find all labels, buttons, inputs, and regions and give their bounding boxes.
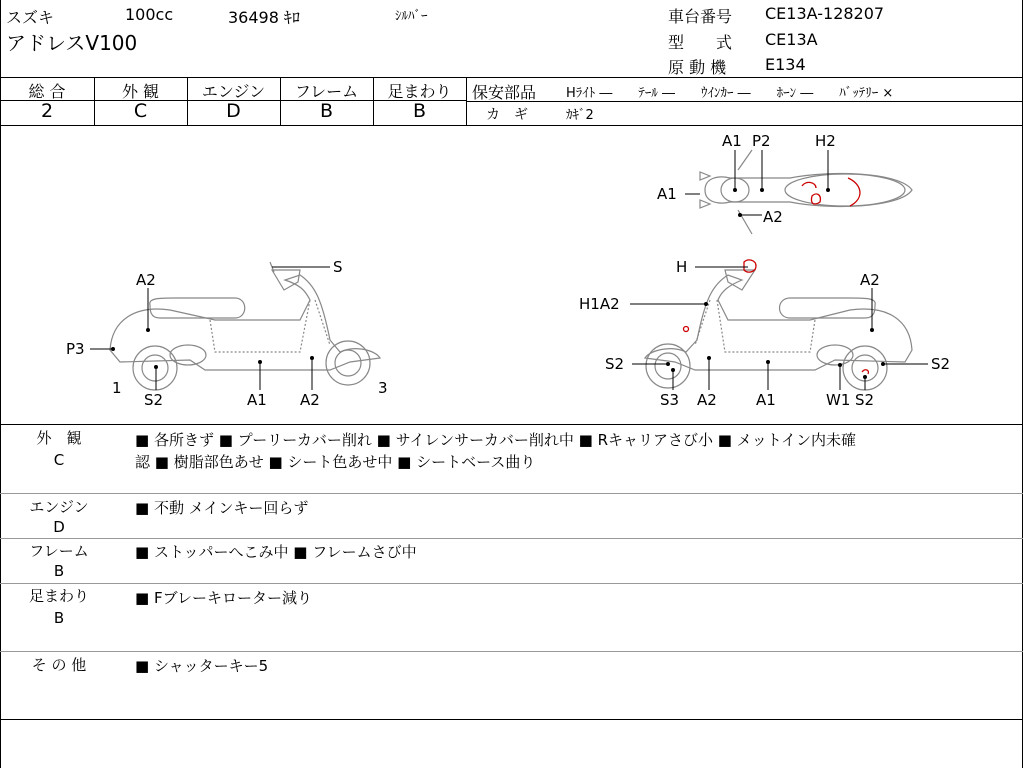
divider-header	[0, 77, 1023, 78]
label-h1a2: H1A2	[579, 295, 620, 313]
label-a1-left: A1	[657, 185, 677, 203]
grade-suspension-label: 足まわり	[387, 82, 452, 101]
top-view-damage-marks	[802, 178, 860, 206]
section-exterior-line2: 認 ■ 樹脂部色あせ ■ シート色あせ中 ■ シートベース曲り	[135, 453, 536, 471]
section-exterior-line1: ■ 各所きず ■ プーリーカバー削れ ■ サイレンサーカバー削れ中 ■ Rキャリアさび小 ■ メットイン内未確	[135, 431, 856, 449]
label-a1: A1	[756, 391, 776, 409]
grade-exterior-value: C	[133, 100, 148, 122]
label-s2-bottom: S2	[855, 391, 875, 409]
divider-engine	[0, 538, 1023, 539]
safety-title: 保安部品	[472, 83, 537, 102]
frame-no: CE13A-128207	[765, 4, 885, 23]
divider-other	[0, 719, 1023, 720]
maker: スズキ	[6, 8, 55, 27]
key-label: カ ギ	[486, 107, 528, 123]
section-other-title: そ の 他	[31, 656, 87, 674]
frame-no-label: 車台番号	[668, 7, 733, 26]
section-suspension-title: 足まわり	[28, 587, 89, 605]
damage-diagram	[0, 126, 1022, 424]
label-a2: A2	[763, 208, 783, 226]
section-frame-grade: B	[53, 562, 65, 580]
label-s: S	[333, 258, 343, 276]
label-1: 1	[112, 379, 122, 397]
safety-items: Hﾗｲﾄ ― ﾃｰﾙ ― ｳｲﾝｶｰ ― ﾎｰﾝ ― ﾊﾞｯﾃﾘｰ ×	[566, 86, 894, 101]
label-p3: P3	[66, 340, 85, 358]
section-frame-line1: ■ ストッパーへこみ中 ■ フレームさび中	[135, 543, 417, 561]
mileage: 36498 ｷﾛ	[228, 8, 300, 27]
section-exterior-title: 外 観	[36, 429, 82, 447]
color: ｼﾙﾊﾞｰ	[395, 9, 428, 24]
label-a2: A2	[860, 271, 880, 289]
label-p2: P2	[752, 132, 771, 150]
model-name: アドレスV100	[6, 31, 138, 55]
divider-diagram	[0, 424, 1023, 425]
grade-frame-value: B	[319, 100, 334, 122]
divider-frame	[0, 583, 1023, 584]
left-callouts	[90, 267, 330, 390]
label-a2-bottom: A2	[697, 391, 717, 409]
section-exterior-grade: C	[53, 451, 65, 469]
safety-mid-line	[466, 101, 1023, 102]
section-engine-grade: D	[53, 518, 65, 536]
grade-overall-value: 2	[40, 100, 54, 122]
grade-overall-label: 総 合	[28, 82, 66, 101]
grade-frame-label: フレーム	[294, 82, 359, 101]
grade-engine-label: エンジン	[201, 82, 266, 101]
label-s2: S2	[144, 391, 164, 409]
displacement: 100cc	[125, 5, 174, 24]
label-a2: A2	[136, 271, 156, 289]
divider-suspension	[0, 651, 1023, 652]
right-damage-marks	[684, 260, 869, 374]
label-h2: H2	[815, 132, 836, 150]
top-labels	[657, 132, 836, 226]
section-suspension-grade: B	[53, 609, 65, 627]
grade-suspension-value: B	[412, 100, 427, 122]
section-frame-title: フレーム	[29, 542, 89, 560]
label-s2-left: S2	[605, 355, 625, 373]
section-engine-line1: ■ 不動 メインキー回らず	[135, 499, 309, 517]
label-a2-bottom: A2	[300, 391, 320, 409]
type-value: CE13A	[765, 30, 818, 49]
label-s3: S3	[660, 391, 680, 409]
divider-exterior	[0, 493, 1023, 494]
type-label: 型 式	[668, 33, 733, 52]
label-a1: A1	[247, 391, 267, 409]
label-h: H	[676, 258, 688, 276]
top-view-scooter	[700, 150, 912, 234]
label-3: 3	[378, 379, 388, 397]
engine-value: E134	[765, 55, 806, 74]
section-suspension-line1: ■ Fブレーキローター減り	[135, 589, 312, 607]
key-value: ｶｷﾞ2	[566, 108, 594, 123]
label-a1-top: A1	[722, 132, 742, 150]
label-s2-right: S2	[931, 355, 951, 373]
section-engine-title: エンジン	[29, 498, 89, 516]
grade-exterior-label: 外 観	[121, 82, 160, 101]
right-callouts	[630, 267, 928, 390]
frame-right-border	[1022, 0, 1023, 768]
section-other-line1: ■ シャッターキー5	[135, 657, 269, 675]
grade-engine-value: D	[226, 100, 241, 122]
right-labels	[579, 258, 950, 409]
engine-label: 原 動 機	[668, 58, 727, 77]
label-w1: W1	[826, 391, 851, 409]
